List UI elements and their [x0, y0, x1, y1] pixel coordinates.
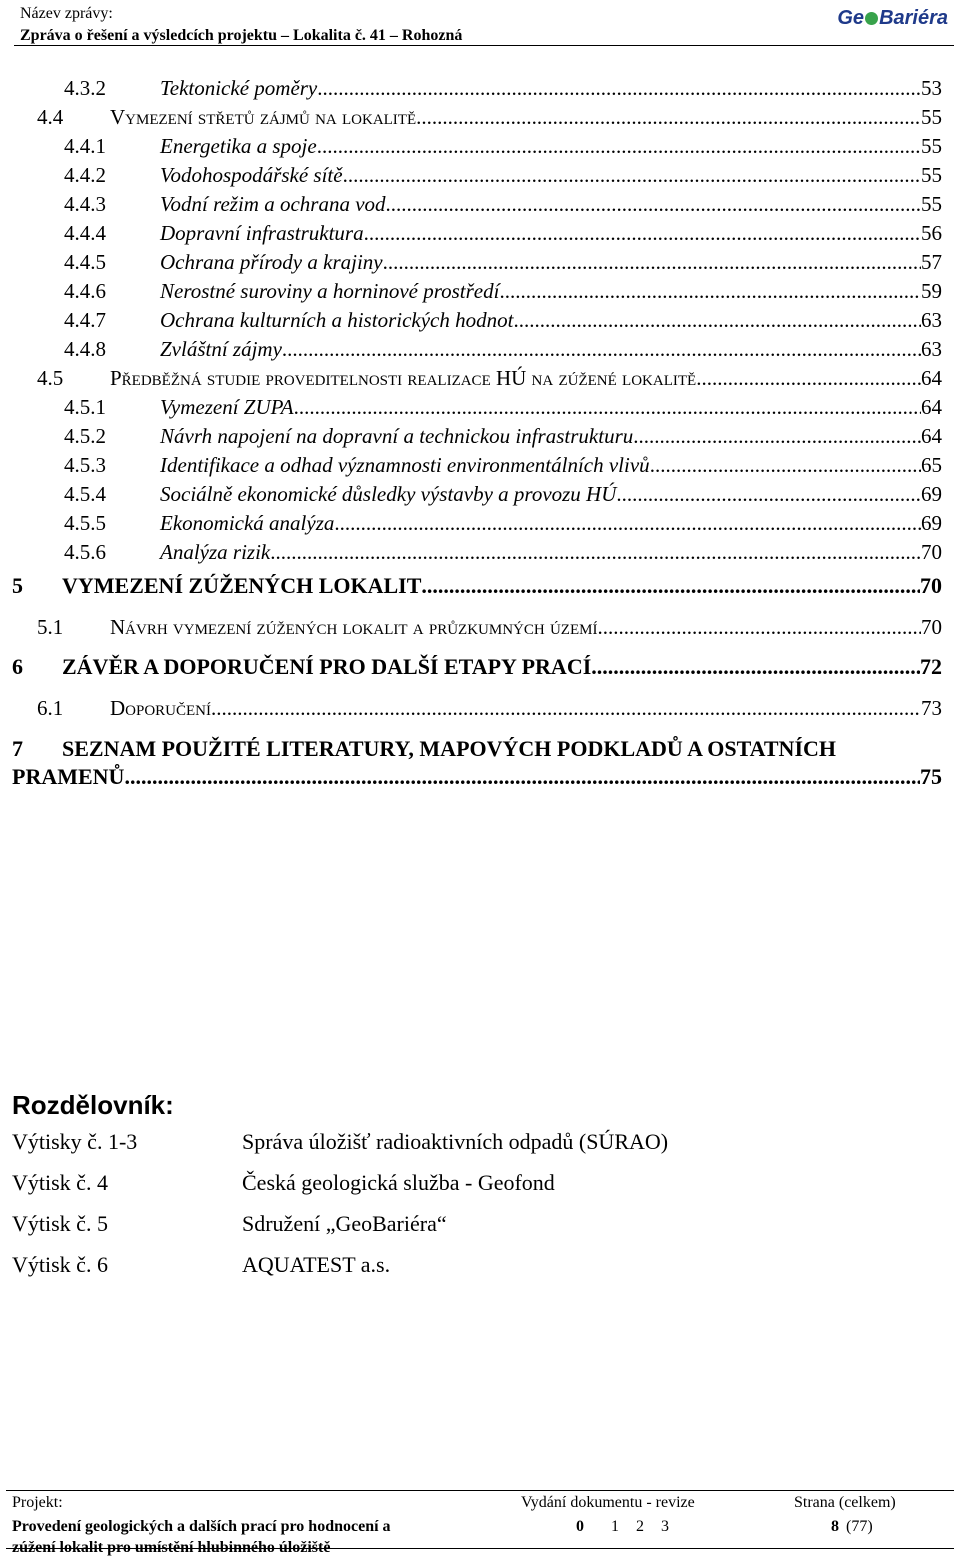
toc-entry[interactable]: [0, 305, 960, 335]
toc-number: 4.4: [37, 105, 64, 129]
copy-label: Výtisk č. 5: [12, 1211, 108, 1236]
toc-page: 53: [921, 76, 942, 100]
toc-entry[interactable]: [0, 693, 960, 723]
toc-leader: [499, 276, 921, 306]
toc-entry[interactable]: [0, 247, 960, 277]
toc-number: 4.4.1: [64, 134, 106, 158]
toc-page: 70: [921, 540, 942, 564]
toc-page: 64: [921, 395, 942, 419]
geobariera-logo: [837, 7, 948, 30]
toc-entry[interactable]: [0, 334, 960, 364]
toc-entry[interactable]: [0, 102, 960, 132]
globe-icon: [865, 12, 878, 25]
toc-entry-continued[interactable]: [0, 762, 960, 792]
toc-title: Návrh napojení na dopravní a technickou infrastrukturu: [160, 424, 634, 448]
toc-leader: [282, 334, 921, 364]
toc-page: 65: [921, 453, 942, 477]
toc-title: Ochrana přírody a krajiny: [160, 250, 383, 274]
toc-entry[interactable]: [0, 479, 960, 509]
toc-leader: [386, 189, 921, 219]
toc-number: 4.5: [37, 366, 64, 390]
toc-page: 55: [921, 163, 942, 187]
toc-page: 69: [921, 482, 942, 506]
toc-leader: [270, 537, 921, 567]
page-header: [14, 2, 954, 46]
toc-title: Sociálně ekonomické důsledky výstavby a provozu HÚ: [160, 482, 617, 506]
toc-leader: [696, 363, 921, 393]
toc-number: 6.1: [37, 696, 64, 720]
toc-page: 75: [920, 764, 942, 789]
toc-title: ZÁVĚR A DOPORUČENÍ PRO DALŠÍ ETAPY PRACÍ: [62, 654, 592, 679]
toc-leader: [124, 762, 920, 792]
toc-page: 73: [921, 696, 942, 720]
copy-recipient: Správa úložišť radioaktivních odpadů (SÚRAO): [242, 1129, 669, 1154]
revision-0: 0: [576, 1518, 584, 1535]
toc-entry[interactable]: [0, 189, 960, 219]
toc-entry[interactable]: [0, 734, 960, 764]
toc-number: 4.5.6: [64, 540, 106, 564]
toc-title: Doporučení: [110, 696, 212, 720]
page-label: Strana (celkem): [794, 1494, 896, 1511]
toc-title: VYMEZENÍ ZÚŽENÝCH LOKALIT: [62, 573, 422, 598]
toc-number: 7: [12, 736, 23, 761]
toc-title: Analýza rizik: [160, 540, 271, 564]
revision-2: 2: [636, 1518, 644, 1535]
toc-leader: [616, 479, 921, 509]
toc-leader: [597, 612, 921, 642]
page-total: (77): [846, 1518, 873, 1535]
toc-title: Ekonomická analýza: [160, 511, 335, 535]
toc-leader: [364, 218, 921, 248]
toc-entry[interactable]: [0, 537, 960, 567]
toc-title: Energetika a spoje: [160, 134, 317, 158]
logo-text-left: Ge: [837, 7, 865, 29]
toc-page: 72: [920, 654, 942, 679]
project-name-line1: Provedení geologických a dalších prací pro hodnocení a: [12, 1518, 391, 1535]
toc-number: 4.4.7: [64, 308, 106, 332]
toc-number: 4.5.1: [64, 395, 106, 419]
toc-entry[interactable]: [0, 160, 960, 190]
toc-title: Vymezení ZUPA: [160, 395, 294, 419]
toc-number: 4.5.4: [64, 482, 106, 506]
project-name-line2: zúžení lokalit pro umístění hlubinného úložiště: [12, 1539, 331, 1556]
toc-page: 55: [921, 134, 942, 158]
toc-entry[interactable]: [0, 73, 960, 103]
toc-page: 70: [921, 615, 942, 639]
revision-1: 1: [611, 1518, 619, 1535]
toc-number: 5: [12, 573, 23, 598]
toc-title: Dopravní infrastruktura: [160, 221, 364, 245]
toc-leader: [650, 450, 921, 480]
toc-page: 55: [921, 192, 942, 216]
project-label: Projekt:: [12, 1494, 63, 1511]
header-divider: [14, 45, 954, 46]
toc-page: 70: [920, 573, 942, 598]
copy-recipient: Česká geologická služba - Geofond: [242, 1170, 555, 1195]
toc-page: 64: [921, 366, 942, 390]
toc-title: Identifikace a odhad významnosti environmentálních vlivů: [160, 453, 650, 477]
page-footer: [6, 1484, 954, 1556]
toc-entry[interactable]: [0, 131, 960, 161]
toc-title: Vodohospodářské sítě: [160, 163, 343, 187]
toc-leader: [334, 508, 921, 538]
toc-page: 56: [921, 221, 942, 245]
toc-page: 55: [921, 105, 942, 129]
toc-title: Zvláštní zájmy: [160, 337, 282, 361]
toc-entry[interactable]: [0, 392, 960, 422]
toc-page: 57: [921, 250, 942, 274]
toc-page: 64: [921, 424, 942, 448]
toc-entry[interactable]: [0, 652, 960, 682]
toc-leader: [211, 693, 921, 723]
toc-entry[interactable]: [0, 508, 960, 538]
logo-text-right: Bariéra: [879, 7, 948, 29]
toc-number: 4.5.2: [64, 424, 106, 448]
toc-title: Nerostné suroviny a horninové prostředí: [160, 279, 500, 303]
toc-entry[interactable]: [0, 363, 960, 393]
footer-divider-top: [6, 1490, 954, 1491]
toc-leader: [383, 247, 921, 277]
toc-entry[interactable]: [0, 450, 960, 480]
page-current: 8: [831, 1518, 839, 1535]
toc-leader: [317, 73, 921, 103]
toc-leader: [294, 392, 921, 422]
toc-page: 59: [921, 279, 942, 303]
toc-number: 4.5.5: [64, 511, 106, 535]
toc-title: PRAMENŮ: [12, 764, 125, 789]
revision-label: Vydání dokumentu - revize: [521, 1494, 695, 1511]
revision-3: 3: [661, 1518, 669, 1535]
toc-number: 4.5.3: [64, 453, 106, 477]
toc-number: 6: [12, 654, 23, 679]
toc-leader: [513, 305, 921, 335]
copy-label: Výtisk č. 6: [12, 1252, 108, 1277]
copy-label: Výtisk č. 4: [12, 1170, 108, 1195]
copy-label: Výtisky č. 1-3: [12, 1129, 138, 1154]
report-title: Zpráva o řešení a výsledcích projektu – Lokalita č. 41 – Rohozná: [20, 27, 463, 44]
toc-entry[interactable]: [0, 612, 960, 642]
toc-leader: [317, 131, 921, 161]
toc-leader: [421, 571, 920, 601]
toc-title: Tektonické poměry: [160, 76, 318, 100]
toc-title: Vymezení střetů zájmů na lokalitě: [110, 105, 417, 129]
toc-page: 63: [921, 337, 942, 361]
toc-leader: [343, 160, 921, 190]
toc-title-line1: SEZNAM POUŽITÉ LITERATURY, MAPOVÝCH PODKLADŮ A OSTATNÍCH: [62, 736, 837, 761]
toc-title: Návrh vymezení zúžených lokalit a průzkumných území: [110, 615, 598, 639]
toc-number: 5.1: [37, 615, 64, 639]
toc-title: Předběžná studie proveditelnosti realizace HÚ na zúžené lokalitě: [110, 366, 697, 390]
toc-title: Vodní režim a ochrana vod: [160, 192, 386, 216]
toc-number: 4.4.3: [64, 192, 106, 216]
toc-entry[interactable]: [0, 421, 960, 451]
toc-number: 4.4.8: [64, 337, 106, 361]
distribution-title: Rozdělovník:: [12, 1090, 174, 1120]
toc-title: Ochrana kulturních a historických hodnot: [160, 308, 514, 332]
copy-recipient: Sdružení „GeoBariéra“: [242, 1211, 447, 1236]
copy-recipient: AQUATEST a.s.: [242, 1252, 391, 1277]
report-name-label: Název zprávy:: [20, 5, 113, 22]
footer-divider-bottom: [6, 1548, 954, 1549]
toc-entry[interactable]: [0, 276, 960, 306]
toc-entry[interactable]: [0, 218, 960, 248]
toc-entry[interactable]: [0, 571, 960, 601]
toc-leader: [416, 102, 921, 132]
toc-page: 69: [921, 511, 942, 535]
toc-number: 4.3.2: [64, 76, 106, 100]
toc-page: 63: [921, 308, 942, 332]
toc-leader: [591, 652, 920, 682]
toc-number: 4.4.6: [64, 279, 106, 303]
toc-number: 4.4.4: [64, 221, 106, 245]
toc-leader: [633, 421, 921, 451]
toc-number: 4.4.5: [64, 250, 106, 274]
toc-number: 4.4.2: [64, 163, 106, 187]
